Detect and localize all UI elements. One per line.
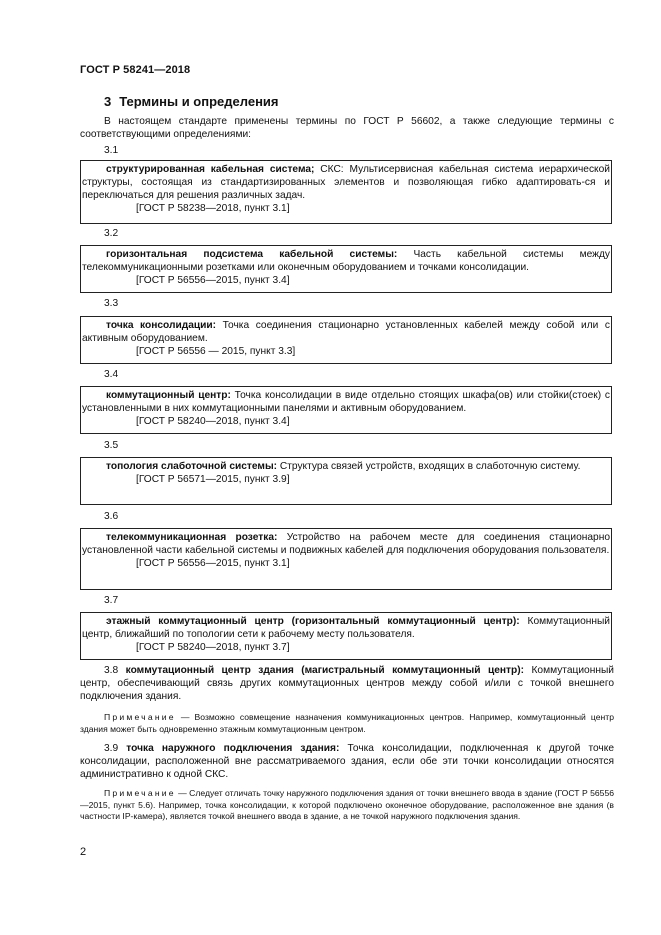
term-text: СКС: Мультисервисная кабельная система иерархической структуры, состоящая из стандартизированных элементов и позволяющая гибко адаптировать-ся и переключаться для решения различных задач.	[82, 164, 610, 201]
term-box	[80, 160, 612, 224]
term-text: Точка соединения стационарно установленных кабелей между собой или с активным оборудованием.	[82, 320, 610, 344]
term-definition	[82, 163, 610, 202]
note-label: Примечание	[104, 788, 176, 798]
term-name: горизонтальная подсистема кабельной системы:	[106, 249, 398, 260]
paragraph-number: 3.9	[104, 743, 119, 754]
term-text: Коммутационный центр, ближайший по топологии сети к рабочему месту пользователя.	[82, 616, 610, 640]
term-reference: [ГОСТ Р 56556—2015, пункт 3.1]	[136, 558, 290, 569]
term-number: 3.7	[104, 595, 119, 606]
term-definition	[82, 248, 610, 274]
term-reference: [ГОСТ Р 56556 — 2015, пункт 3.3]	[136, 346, 296, 357]
term-text: Точка консолидации, подключенная к другой точке консолидации, расположенной вне рассматриваемого здания, если обе эти точки консолидации относятся административно к одной СКС.	[80, 743, 614, 780]
term-reference: [ГОСТ Р 56556—2015, пункт 3.4]	[136, 275, 290, 286]
term-name: коммутационный центр здания (магистральный коммутационный центр):	[125, 665, 525, 676]
note-label: Примечание	[104, 712, 176, 722]
term-name: топология слаботочной системы:	[106, 461, 278, 472]
paragraph-3-9	[80, 742, 614, 781]
note-text: — Следует отличать точку наружного подключения здания от точки внешнего ввода в здание (ГОСТ Р 56556—2015, пункт 5.6). Например, точка консолидации, к которой подключено оконечное оборудование, расположенное вне здания (в частности IP-камера), является точкой внешнего ввода в здание, а не точкой наружного подключения здания.	[80, 788, 614, 821]
term-number: 3.1	[104, 145, 119, 156]
term-box	[80, 528, 612, 590]
note-text: — Возможно совмещение назначения коммуникационных центров. Например, коммутационный центр здания может быть одновременно этажным коммутационным центром.	[80, 712, 614, 734]
term-definition	[82, 389, 610, 415]
term-definition	[82, 531, 610, 557]
term-name: телекоммуникационная розетка:	[106, 532, 278, 543]
term-number: 3.3	[104, 298, 119, 309]
term-name: структурированная кабельная система;	[106, 164, 315, 175]
term-box	[80, 457, 612, 505]
term-name: точка консолидации:	[106, 320, 217, 331]
term-box	[80, 612, 612, 660]
section-title: Термины и определения	[119, 94, 279, 109]
page-number: 2	[80, 846, 87, 858]
term-definition	[82, 615, 610, 641]
term-reference: [ГОСТ Р 58240—2018, пункт 3.4]	[136, 416, 290, 427]
term-box	[80, 386, 612, 434]
term-number: 3.2	[104, 228, 119, 239]
term-reference: [ГОСТ Р 56571—2015, пункт 3.9]	[136, 474, 290, 485]
section-heading	[104, 94, 279, 109]
term-name: точка наружного подключения здания:	[126, 743, 340, 754]
term-text: Коммутационный центр, обеспечивающий связь других коммутационных центров между собой и/или с точкой внешнего подключения здания.	[80, 665, 614, 702]
term-number: 3.4	[104, 369, 119, 380]
term-box	[80, 245, 612, 293]
term-box	[80, 316, 612, 364]
term-text: Часть кабельной системы между телекоммуникационными розетками или оконечным оборудованием и точками консолидации.	[82, 249, 610, 273]
term-definition	[82, 460, 610, 473]
paragraph-3-8	[80, 664, 614, 703]
document-header: ГОСТ Р 58241—2018	[80, 64, 191, 76]
paragraph-number: 3.8	[104, 665, 119, 676]
intro-paragraph: В настоящем стандарте применены термины по ГОСТ Р 56602, а также следующие термины с соответствующими определениями:	[80, 116, 614, 140]
term-reference: [ГОСТ Р 58238—2018, пункт 3.1]	[136, 203, 290, 214]
section-number: 3	[104, 94, 112, 109]
term-reference: [ГОСТ Р 58240—2018, пункт 3.7]	[136, 642, 290, 653]
term-definition	[82, 319, 610, 345]
term-text: Точка консолидации в виде отдельно стоящих шкафа(ов) или стойки(стоек) с установленными в них коммутационными панелями и активным оборудованием.	[82, 390, 610, 414]
term-text: Структура связей устройств, входящих в слаботочную систему.	[277, 461, 581, 472]
note-paragraph	[80, 712, 614, 735]
term-name: этажный коммутационный центр (горизонтальный коммутационный центр):	[106, 616, 520, 627]
term-number: 3.6	[104, 511, 119, 522]
term-number: 3.5	[104, 440, 119, 451]
term-text: Устройство на рабочем месте для соединения стационарно установленной части кабельной системы и подвижных кабелей для подключения оборудования пользователя.	[82, 532, 610, 556]
term-name: коммутационный центр:	[106, 390, 231, 401]
note-paragraph	[80, 788, 614, 823]
